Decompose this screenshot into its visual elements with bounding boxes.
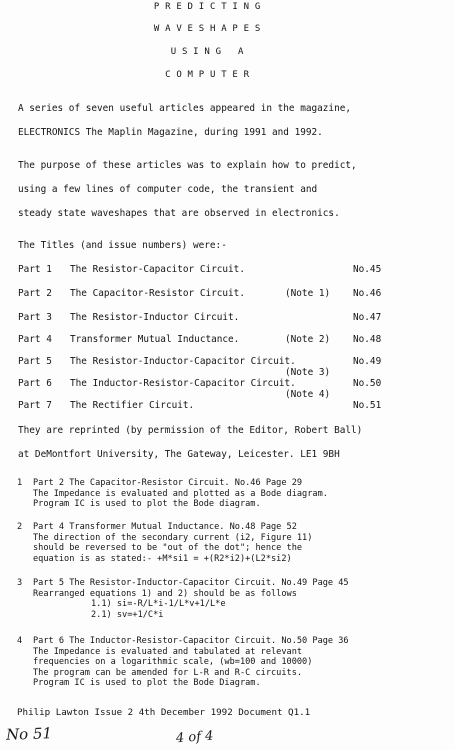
note-marker: 2	[17, 522, 23, 532]
part-row	[18, 264, 438, 276]
note-line: Part 5 The Resistor-Inductor-Capacitor Circuit. No.49 Page 45	[33, 578, 349, 588]
part-issue: No.45	[353, 264, 382, 275]
note-line: Program IC is used to plot the Bode diagram.	[33, 499, 261, 510]
part-row	[18, 378, 438, 390]
part-issue: No.49	[353, 356, 382, 367]
part-title: The Resistor-Inductor Circuit.	[70, 312, 240, 323]
note-text	[33, 522, 312, 564]
note-line: The Impedance is evaluated and plotted as a Bode diagram.	[33, 488, 328, 499]
note-line: Rearranged equations 1) and 2) should be as follows	[33, 588, 297, 599]
part-issue: No.50	[353, 378, 382, 389]
part-label: Part 6	[18, 378, 52, 389]
part-label: Part 3	[18, 312, 52, 323]
part-title: The Inductor-Resistor-Capacitor Circuit.	[70, 378, 296, 389]
title-line-1: PREDICTING	[153, 2, 267, 12]
note-line: equation is as stated:- +M*si1 = +(R2*i2)+(L2*si2)	[33, 553, 292, 564]
part-issue: No.47	[353, 312, 382, 323]
part-row	[18, 400, 438, 412]
part-label: Part 7	[18, 400, 52, 411]
part5-subnote: (Note 3)	[285, 367, 331, 378]
note-line: Part 6 The Inductor-Resistor-Capacitor Circuit. No.50 Page 36	[33, 636, 349, 646]
note-line: The program can be amended for L-R and R-C circuits.	[33, 667, 303, 678]
part-note: (Note 2)	[285, 334, 331, 345]
note-text	[33, 636, 349, 689]
part-label: Part 4	[18, 334, 52, 345]
note-line: 1.1) si=-R/L*i-1/L*v+1/L*e	[91, 599, 226, 610]
part-issue: No.48	[353, 334, 382, 345]
part-issue: No.51	[353, 400, 382, 411]
note-line: frequencies on a logarithmic scale, (wb=100 and 10000)	[33, 657, 313, 668]
intro-line-5: steady state waveshapes that are observed in electronics.	[18, 208, 340, 219]
intro-line-3: The purpose of these articles was to explain how to predict,	[18, 160, 357, 171]
intro-line-1: A series of seven useful articles appeared in the magazine,	[18, 103, 352, 114]
note-marker: 1	[17, 478, 23, 488]
note-marker: 3	[17, 578, 23, 588]
note-text	[33, 578, 349, 620]
note-line: Program IC is used to plot the Bode Diagram.	[33, 678, 261, 689]
part-title: The Resistor-Capacitor Circuit.	[70, 264, 245, 275]
title-line-3: USING A	[170, 47, 250, 57]
part-issue: No.46	[353, 288, 382, 299]
intro-line-4: using a few lines of computer code, the transient and	[18, 184, 318, 195]
part-title: The Resistor-Inductor-Capacitor Circuit.	[70, 356, 296, 367]
part-label: Part 2	[18, 288, 52, 299]
note-line: The direction of the secondary current (i2, Figure 11)	[33, 532, 313, 543]
note-line: Part 2 The Capacitor-Resistor Circuit. No.46 Page 29	[33, 478, 303, 488]
part-row	[18, 288, 438, 300]
part-label: Part 1	[18, 264, 52, 275]
part-note: (Note 1)	[285, 288, 331, 299]
document-footer: Philip Lawton Issue 2 4th December 1992 Document Q1.1	[17, 707, 311, 718]
part-label: Part 5	[18, 356, 52, 367]
note-text	[33, 478, 328, 510]
handwritten-issue-note: No 51	[5, 724, 53, 744]
part-row	[18, 356, 438, 368]
note-line: The Impedance is evaluated and tabulated at relevant	[33, 646, 303, 657]
part-title: Transformer Mutual Inductance.	[70, 334, 240, 345]
part-row	[18, 334, 438, 346]
part-row	[18, 312, 438, 324]
reprint-line-2: at DeMontfort University, The Gateway, Leicester. LE1 9BH	[18, 449, 340, 460]
note-marker: 4	[17, 636, 23, 646]
note-line: should be reversed to be "out of the dot"; hence the	[33, 543, 303, 554]
intro-line-2: ELECTRONICS The Maplin Magazine, during 1991 and 1992.	[18, 127, 323, 138]
reprint-line-1: They are reprinted (by permission of the Editor, Robert Ball)	[18, 425, 363, 436]
part6-subnote: (Note 4)	[285, 389, 331, 400]
handwritten-page-count: 4 of 4	[175, 728, 214, 747]
title-line-2: WAVESHAPES	[153, 24, 267, 34]
part-title: The Rectifier Circuit.	[70, 400, 195, 411]
part-title: The Capacitor-Resistor Circuit.	[70, 288, 245, 299]
title-line-4: COMPUTER	[165, 70, 255, 80]
note-line: Part 4 Transformer Mutual Inductance. No.48 Page 52	[33, 522, 297, 532]
titles-heading: The Titles (and issue numbers) were:-	[18, 240, 227, 251]
note-line: 2.1) sv=+1/C*i	[91, 609, 164, 620]
